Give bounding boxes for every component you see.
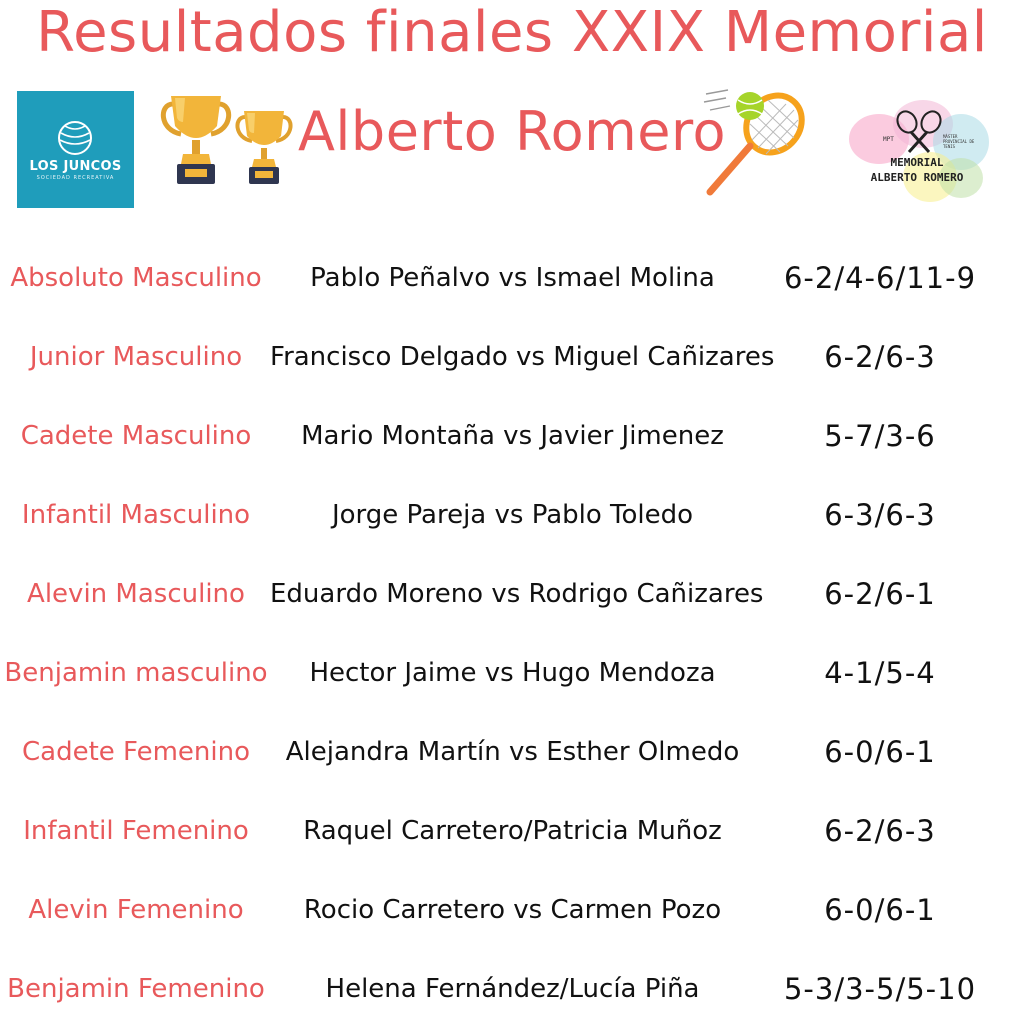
match-players: Mario Montaña vs Javier Jimenez [301,421,724,451]
category-label: Junior Masculino [29,342,243,372]
category-label: Alevin Masculino [27,579,245,609]
result-row [0,250,1024,306]
category-label: Benjamin Femenino [7,974,265,1004]
trophy-icon [234,108,294,188]
category-label: Alevin Femenino [28,895,244,925]
memorial-logo-line1: MEMORIAL [890,156,944,169]
match-players: Helena Fernández/Lucía Piña [325,974,700,1004]
result-row [0,566,1024,622]
match-score: 6-2/6-3 [824,340,936,374]
match-score: 6-3/6-3 [824,498,936,532]
result-row [0,961,1024,1017]
category-label: Cadete Femenino [22,737,250,767]
match-players: Alejandra Martín vs Esther Olmedo [285,737,740,767]
los-juncos-subtitle: SOCIEDAD RECREATIVA [36,175,115,181]
match-players: Hector Jaime vs Hugo Mendoza [309,658,716,688]
category-label: Infantil Femenino [23,816,249,846]
page-title: Resultados finales XXIX Memorial [36,0,988,65]
result-row [0,329,1024,385]
tennis-ball-icon [736,92,764,120]
match-players: Francisco Delgado vs Miguel Cañizares [270,342,775,372]
page-subtitle: Alberto Romero [297,100,727,163]
memorial-logo-line2: ALBERTO ROMERO [870,171,964,184]
tennis-racket-icon [702,84,812,199]
category-label: Benjamin masculino [4,658,268,688]
category-label: Infantil Masculino [21,500,251,530]
match-score: 6-2/6-1 [824,577,936,611]
result-row [0,487,1024,543]
result-row [0,645,1024,701]
match-score: 6-0/6-1 [824,893,936,927]
memorial-logo [843,92,991,212]
match-score: 6-2/6-3 [824,814,936,848]
result-row [0,408,1024,464]
globe-ball-icon [56,119,94,157]
match-players: Rocio Carretero vs Carmen Pozo [303,895,722,925]
result-row [0,803,1024,859]
match-players: Raquel Carretero/Patricia Muñoz [303,816,722,846]
los-juncos-name: LOS JUNCOS [29,159,122,174]
mpt-label: MPT [883,136,894,143]
match-players: Jorge Pareja vs Pablo Toledo [331,500,694,530]
match-score: 6-2/4-6/11-9 [783,261,977,295]
match-score: 5-7/3-6 [824,419,936,453]
result-row [0,724,1024,780]
trophy-icon [159,92,233,188]
mpt-description: MÁSTER PROVINCIAL DE TENIS [943,134,975,149]
match-score: 5-3/3-5/5-10 [783,972,977,1006]
result-row [0,882,1024,938]
category-label: Cadete Masculino [20,421,252,451]
match-score: 6-0/6-1 [824,735,936,769]
crossed-rackets-icon [895,110,943,154]
los-juncos-logo [17,91,134,208]
match-score: 4-1/5-4 [824,656,936,690]
category-label: Absoluto Masculino [10,263,262,293]
match-players: Pablo Peñalvo vs Ismael Molina [310,263,715,293]
match-players: Eduardo Moreno vs Rodrigo Cañizares [270,579,764,609]
